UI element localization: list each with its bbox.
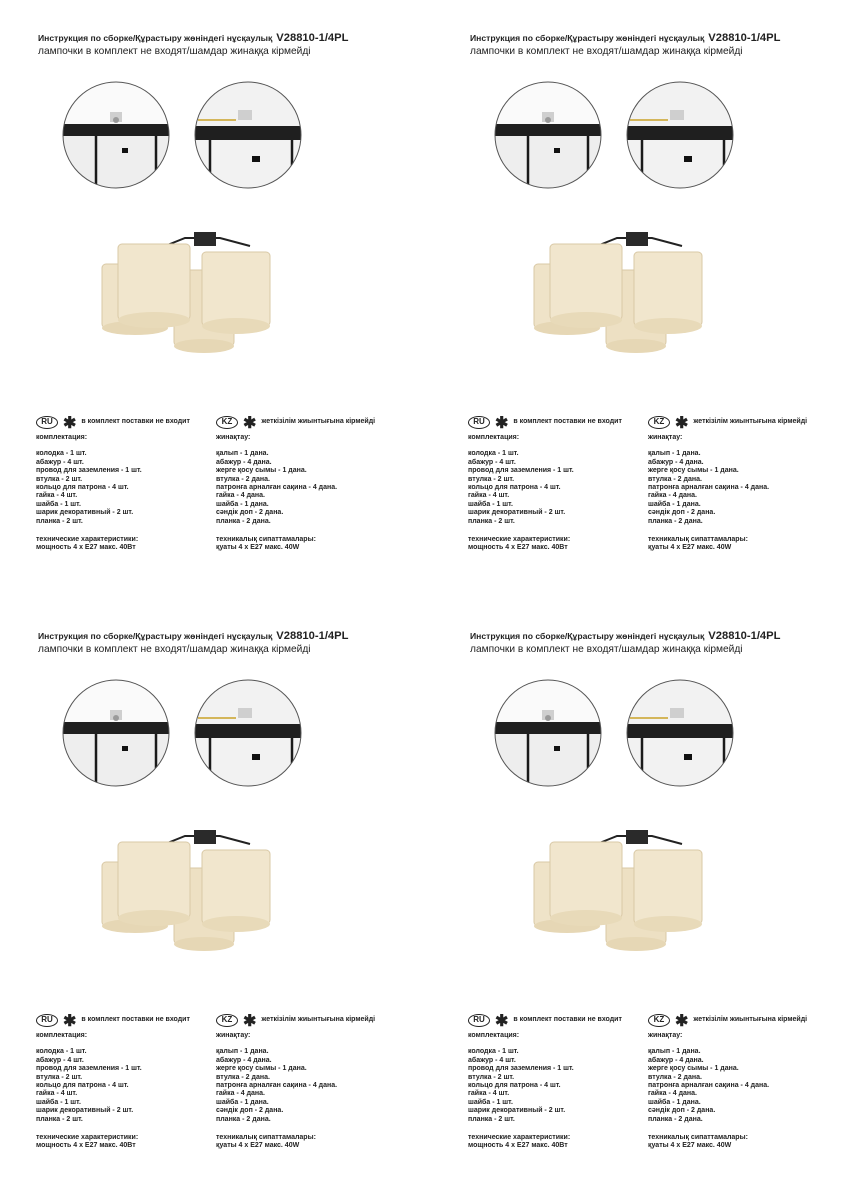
instruction-panel (0, 598, 424, 1198)
ru-badge: RU (468, 1014, 490, 1027)
kz-kit-title: жинақтау: (648, 1032, 683, 1039)
instruction-title (38, 32, 348, 44)
asterisk-icon: ✱ (675, 1013, 689, 1030)
list-item: шайба - 1 дана. (648, 500, 701, 508)
ru-kit-title: комплектация: (36, 434, 88, 441)
list-item: абажур - 4 шт. (468, 1056, 516, 1064)
ru-specs-value: мощность 4 x E27 макс. 40Вт (468, 1142, 568, 1150)
ru-column (36, 1012, 206, 1151)
kz-kit-title: жинақтау: (648, 434, 683, 441)
kz-specs (216, 1134, 416, 1151)
list-item: провод для заземления - 1 шт. (468, 467, 574, 475)
chandelier-illustration (90, 226, 300, 356)
detail-photo-mount (56, 80, 176, 190)
bulbs-note: лампочки в комплект не входят/шамдар жинаққа кірмейді (470, 644, 743, 655)
ru-header (468, 414, 638, 430)
list-item: қалып - 1 дана. (216, 450, 269, 458)
chandelier-illustration (522, 824, 732, 954)
list-item: шайба - 1 шт. (468, 500, 513, 508)
ru-specs-title: технические характеристики: (468, 1134, 571, 1142)
detail-photo-mount (56, 678, 176, 788)
list-item: втулка - 2 дана. (216, 1073, 270, 1081)
kz-note: жеткізілім жиынтығына кірмейді (261, 417, 376, 425)
bulbs-note: лампочки в комплект не входят/шамдар жинаққа кірмейді (38, 644, 311, 655)
list-item: провод для заземления - 1 шт. (36, 467, 142, 475)
list-item: гайка - 4 дана. (216, 492, 265, 500)
ru-specs-title: технические характеристики: (36, 1134, 139, 1142)
list-item: планка - 2 дана. (216, 1115, 271, 1123)
title-prefix: Инструкция по сборке/Құрастыру жөніндегі нұсқаулық (38, 631, 273, 641)
list-item: жерге қосу сымы - 1 дана. (648, 467, 739, 475)
asterisk-icon: ✱ (675, 415, 689, 432)
list-item: абажур - 4 дана. (216, 1056, 272, 1064)
kz-specs-title: техникалық сипаттамалары: (648, 536, 748, 544)
asterisk-icon: ✱ (495, 415, 509, 432)
ru-badge: RU (468, 416, 490, 429)
ru-kit-title: комплектация: (36, 1032, 88, 1039)
ru-column (36, 414, 206, 553)
kz-column (648, 414, 848, 553)
kz-header (216, 414, 416, 430)
ru-note: в комплект поставки не входит (81, 417, 190, 425)
list-item: планка - 2 шт. (36, 1115, 83, 1123)
list-item: шайба - 1 шт. (468, 1098, 513, 1106)
ru-badge: RU (36, 416, 58, 429)
detail-photo-wiring (620, 678, 740, 788)
detail-photo-mount (488, 678, 608, 788)
kz-specs-value: қуаты 4 x E27 макс. 40W (648, 544, 732, 552)
ru-specs-title: технические характеристики: (468, 536, 571, 544)
model-number: V28810-1/4PL (276, 32, 349, 44)
instruction-panel (0, 0, 424, 600)
kz-kit-title: жинақтау: (216, 1032, 251, 1039)
model-number: V28810-1/4PL (708, 630, 781, 642)
kz-specs (648, 536, 848, 553)
list-item: шарик декоративный - 2 шт. (468, 509, 566, 517)
list-item: сәндік доп - 2 дана. (648, 1107, 716, 1115)
ru-note: в комплект поставки не входит (81, 1015, 190, 1023)
list-item: колодка - 1 шт. (36, 450, 87, 458)
list-item: шайба - 1 шт. (36, 1098, 81, 1106)
asterisk-icon: ✱ (243, 415, 257, 432)
list-item: патронға арналған сақина - 4 дана. (648, 484, 770, 492)
list-item: патронға арналған сақина - 4 дана. (216, 1082, 338, 1090)
kz-header (216, 1012, 416, 1028)
ru-kit-list (468, 1048, 638, 1124)
kz-kit-list (216, 450, 416, 526)
kz-specs-title: техникалық сипаттамалары: (648, 1134, 748, 1142)
list-item: гайка - 4 дана. (648, 1090, 697, 1098)
list-item: шарик декоративный - 2 шт. (36, 509, 134, 517)
model-number: V28810-1/4PL (276, 630, 349, 642)
detail-photo-wiring (188, 678, 308, 788)
list-item: планка - 2 дана. (216, 517, 271, 525)
ru-specs (36, 1134, 206, 1151)
kz-header (648, 414, 848, 430)
asterisk-icon: ✱ (495, 1013, 509, 1030)
list-item: гайка - 4 шт. (468, 1090, 510, 1098)
list-item: кольцо для патрона - 4 шт. (468, 484, 561, 492)
list-item: планка - 2 дана. (648, 1115, 703, 1123)
ru-header (36, 414, 206, 430)
list-item: планка - 2 дана. (648, 517, 703, 525)
kz-specs-value: қуаты 4 x E27 макс. 40W (216, 1142, 300, 1150)
list-item: жерге қосу сымы - 1 дана. (648, 1065, 739, 1073)
detail-photo-wiring (620, 80, 740, 190)
list-item: жерге қосу сымы - 1 дана. (216, 1065, 307, 1073)
chandelier-illustration (90, 824, 300, 954)
list-item: сәндік доп - 2 дана. (216, 1107, 284, 1115)
list-item: шарик декоративный - 2 шт. (468, 1107, 566, 1115)
list-item: шарик декоративный - 2 шт. (36, 1107, 134, 1115)
ru-column (468, 1012, 638, 1151)
list-item: шайба - 1 дана. (648, 1098, 701, 1106)
title-prefix: Инструкция по сборке/Құрастыру жөніндегі нұсқаулық (470, 631, 705, 641)
list-item: гайка - 4 шт. (36, 1090, 78, 1098)
kz-badge: KZ (648, 416, 670, 429)
list-item: колодка - 1 шт. (36, 1048, 87, 1056)
kz-specs-title: техникалық сипаттамалары: (216, 536, 316, 544)
detail-photo-wiring (188, 80, 308, 190)
ru-header (36, 1012, 206, 1028)
list-item: кольцо для патрона - 4 шт. (36, 1082, 129, 1090)
ru-specs (36, 536, 206, 553)
list-item: кольцо для патрона - 4 шт. (468, 1082, 561, 1090)
ru-column (468, 414, 638, 553)
asterisk-icon: ✱ (63, 1013, 77, 1030)
kz-specs (648, 1134, 848, 1151)
list-item: патронға арналған сақина - 4 дана. (216, 484, 338, 492)
list-item: втулка - 2 дана. (648, 1073, 702, 1081)
kz-kit-list (216, 1048, 416, 1124)
ru-kit-title: комплектация: (468, 434, 520, 441)
ru-specs-value: мощность 4 x E27 макс. 40Вт (36, 544, 136, 552)
list-item: гайка - 4 шт. (468, 492, 510, 500)
title-prefix: Инструкция по сборке/Құрастыру жөніндегі нұсқаулық (470, 33, 705, 43)
kz-column (216, 1012, 416, 1151)
list-item: сәндік доп - 2 дана. (216, 509, 284, 517)
ru-specs-value: мощность 4 x E27 макс. 40Вт (36, 1142, 136, 1150)
list-item: втулка - 2 шт. (468, 475, 515, 483)
kz-column (216, 414, 416, 553)
list-item: колодка - 1 шт. (468, 1048, 519, 1056)
kz-badge: KZ (216, 1014, 238, 1027)
list-item: планка - 2 шт. (468, 517, 515, 525)
list-item: патронға арналған сақина - 4 дана. (648, 1082, 770, 1090)
kz-specs-value: қуаты 4 x E27 макс. 40W (648, 1142, 732, 1150)
model-number: V28810-1/4PL (708, 32, 781, 44)
list-item: втулка - 2 шт. (36, 475, 83, 483)
asterisk-icon: ✱ (243, 1013, 257, 1030)
kz-header (648, 1012, 848, 1028)
list-item: колодка - 1 шт. (468, 450, 519, 458)
ru-note: в комплект поставки не входит (513, 1015, 622, 1023)
list-item: сәндік доп - 2 дана. (648, 509, 716, 517)
ru-specs (468, 1134, 638, 1151)
ru-kit-title: комплектация: (468, 1032, 520, 1039)
instruction-panel (432, 598, 849, 1198)
detail-photo-mount (488, 80, 608, 190)
title-prefix: Инструкция по сборке/Құрастыру жөніндегі нұсқаулық (38, 33, 273, 43)
list-item: қалып - 1 дана. (216, 1048, 269, 1056)
list-item: втулка - 2 шт. (468, 1073, 515, 1081)
kz-specs-value: қуаты 4 x E27 макс. 40W (216, 544, 300, 552)
list-item: гайка - 4 дана. (216, 1090, 265, 1098)
kz-note: жеткізілім жиынтығына кірмейді (693, 1015, 808, 1023)
kz-specs (216, 536, 416, 553)
kz-kit-title: жинақтау: (216, 434, 251, 441)
kz-kit-list (648, 1048, 848, 1124)
list-item: втулка - 2 шт. (36, 1073, 83, 1081)
kz-specs-title: техникалық сипаттамалары: (216, 1134, 316, 1142)
list-item: абажур - 4 дана. (216, 458, 272, 466)
kz-note: жеткізілім жиынтығына кірмейді (261, 1015, 376, 1023)
list-item: абажур - 4 дана. (648, 1056, 704, 1064)
kz-kit-list (648, 450, 848, 526)
instruction-title (470, 32, 780, 44)
instruction-title (470, 630, 780, 642)
kz-note: жеткізілім жиынтығына кірмейді (693, 417, 808, 425)
list-item: абажур - 4 шт. (36, 1056, 84, 1064)
list-item: шайба - 1 дана. (216, 500, 269, 508)
list-item: қалып - 1 дана. (648, 1048, 701, 1056)
instruction-panel (432, 0, 849, 600)
chandelier-illustration (522, 226, 732, 356)
list-item: планка - 2 шт. (36, 517, 83, 525)
ru-header (468, 1012, 638, 1028)
list-item: абажур - 4 шт. (36, 458, 84, 466)
list-item: абажур - 4 дана. (648, 458, 704, 466)
list-item: провод для заземления - 1 шт. (36, 1065, 142, 1073)
list-item: абажур - 4 шт. (468, 458, 516, 466)
list-item: планка - 2 шт. (468, 1115, 515, 1123)
ru-specs-value: мощность 4 x E27 макс. 40Вт (468, 544, 568, 552)
list-item: втулка - 2 дана. (216, 475, 270, 483)
list-item: гайка - 4 дана. (648, 492, 697, 500)
ru-specs-title: технические характеристики: (36, 536, 139, 544)
list-item: жерге қосу сымы - 1 дана. (216, 467, 307, 475)
list-item: провод для заземления - 1 шт. (468, 1065, 574, 1073)
list-item: втулка - 2 дана. (648, 475, 702, 483)
kz-badge: KZ (216, 416, 238, 429)
ru-specs (468, 536, 638, 553)
list-item: кольцо для патрона - 4 шт. (36, 484, 129, 492)
bulbs-note: лампочки в комплект не входят/шамдар жинаққа кірмейді (38, 46, 311, 57)
kz-column (648, 1012, 848, 1151)
bulbs-note: лампочки в комплект не входят/шамдар жинаққа кірмейді (470, 46, 743, 57)
list-item: гайка - 4 шт. (36, 492, 78, 500)
kz-badge: KZ (648, 1014, 670, 1027)
list-item: шайба - 1 дана. (216, 1098, 269, 1106)
list-item: қалып - 1 дана. (648, 450, 701, 458)
ru-note: в комплект поставки не входит (513, 417, 622, 425)
ru-kit-list (36, 450, 206, 526)
ru-kit-list (36, 1048, 206, 1124)
instruction-title (38, 630, 348, 642)
ru-kit-list (468, 450, 638, 526)
list-item: шайба - 1 шт. (36, 500, 81, 508)
ru-badge: RU (36, 1014, 58, 1027)
asterisk-icon: ✱ (63, 415, 77, 432)
